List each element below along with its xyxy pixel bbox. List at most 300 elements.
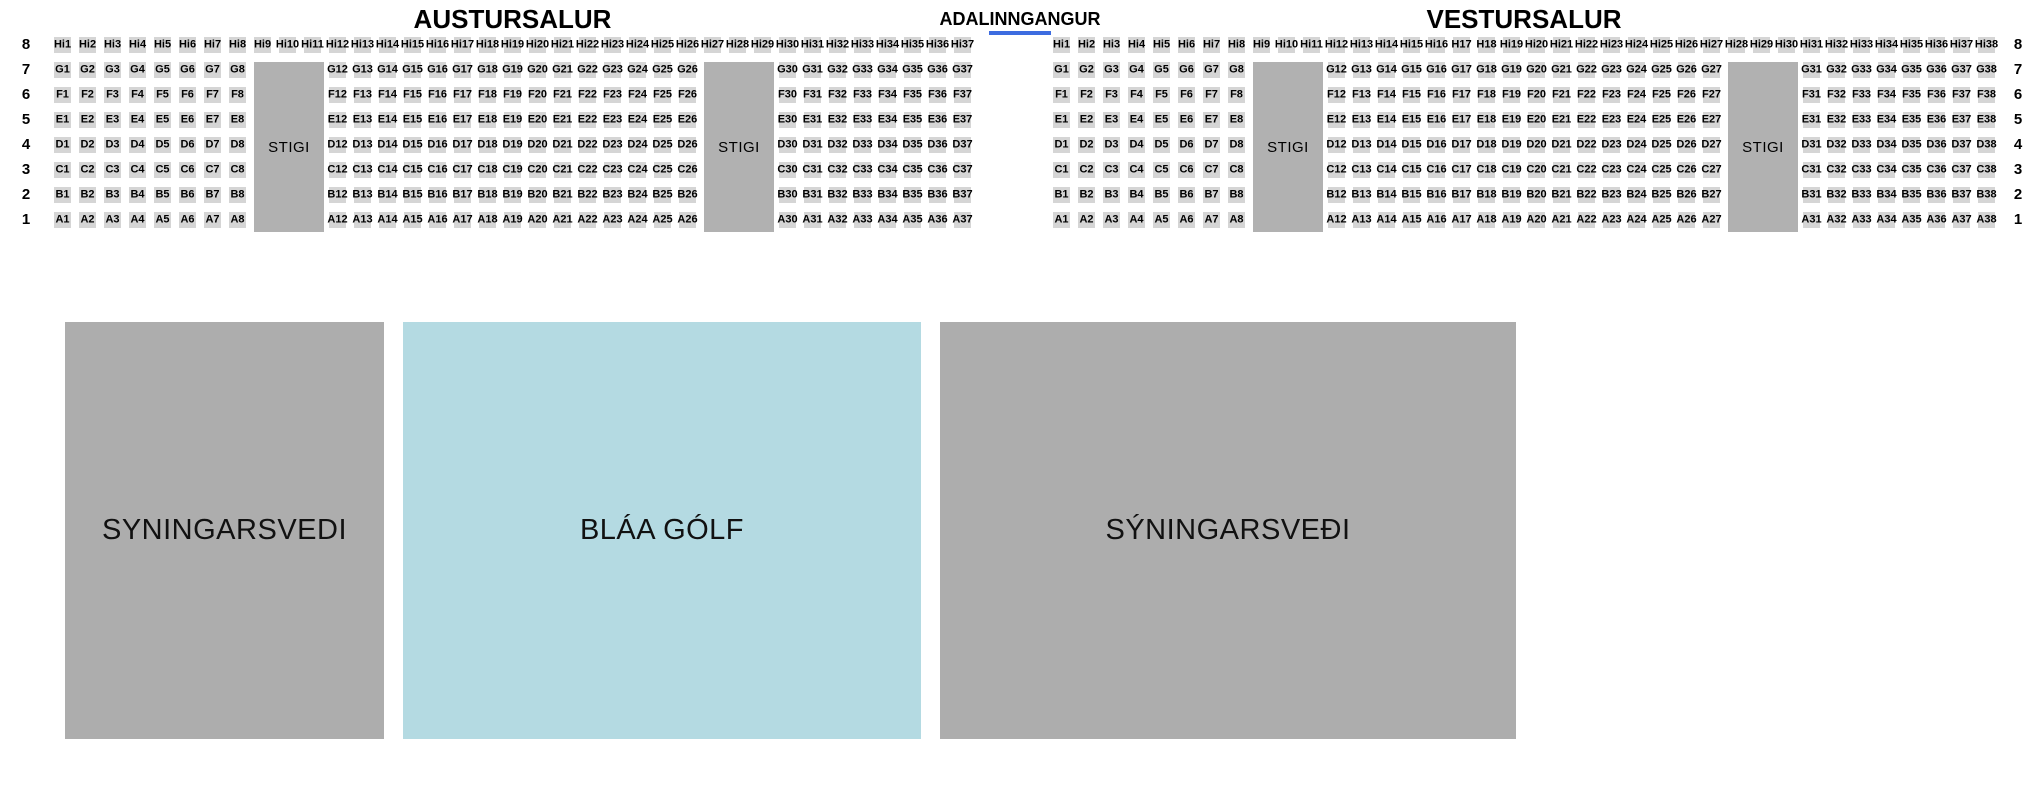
seat[interactable]: D33	[1853, 137, 1870, 153]
seat[interactable]: D34	[879, 137, 896, 153]
seat[interactable]: D37	[954, 137, 971, 153]
seat[interactable]: F26	[1678, 87, 1695, 103]
seat[interactable]: G7	[1203, 62, 1220, 78]
seat[interactable]: A13	[1353, 212, 1370, 228]
seat[interactable]: B15	[404, 187, 421, 203]
seat[interactable]: F17	[454, 87, 471, 103]
seat[interactable]: D38	[1978, 137, 1995, 153]
seat[interactable]: G22	[579, 62, 596, 78]
seat[interactable]: D26	[1678, 137, 1695, 153]
seat[interactable]: C27	[1703, 162, 1720, 178]
seat[interactable]: D36	[929, 137, 946, 153]
seat[interactable]: Hi33	[854, 37, 871, 53]
seat[interactable]: H18	[1478, 37, 1495, 53]
seat[interactable]: B22	[579, 187, 596, 203]
seat[interactable]: C5	[1153, 162, 1170, 178]
seat[interactable]: C33	[854, 162, 871, 178]
seat[interactable]: A33	[1853, 212, 1870, 228]
seat[interactable]: G2	[1078, 62, 1095, 78]
seat[interactable]: F18	[1478, 87, 1495, 103]
seat[interactable]: G6	[179, 62, 196, 78]
seat[interactable]: F34	[1878, 87, 1895, 103]
seat[interactable]: G20	[529, 62, 546, 78]
seat[interactable]: D35	[1903, 137, 1920, 153]
seat[interactable]: Hi35	[904, 37, 921, 53]
seat[interactable]: Hi23	[1603, 37, 1620, 53]
seat[interactable]: G36	[1928, 62, 1945, 78]
seat[interactable]: G3	[1103, 62, 1120, 78]
seat[interactable]: C2	[79, 162, 96, 178]
seat[interactable]: F37	[1953, 87, 1970, 103]
seat[interactable]: Hi24	[1628, 37, 1645, 53]
seat[interactable]: E1	[54, 112, 71, 128]
seat[interactable]: Hi22	[579, 37, 596, 53]
seat[interactable]: F23	[604, 87, 621, 103]
seat[interactable]: D13	[1353, 137, 1370, 153]
seat[interactable]: G19	[504, 62, 521, 78]
seat[interactable]: F2	[1078, 87, 1095, 103]
seat[interactable]: G6	[1178, 62, 1195, 78]
seat[interactable]: C8	[229, 162, 246, 178]
seat[interactable]: C4	[129, 162, 146, 178]
seat[interactable]: G32	[1828, 62, 1845, 78]
seat[interactable]: D30	[779, 137, 796, 153]
seat[interactable]: B21	[554, 187, 571, 203]
seat[interactable]: Hi5	[154, 37, 171, 53]
seat[interactable]: G35	[1903, 62, 1920, 78]
seat[interactable]: A15	[1403, 212, 1420, 228]
seat[interactable]: A23	[1603, 212, 1620, 228]
seat[interactable]: Hi15	[1403, 37, 1420, 53]
seat[interactable]: C17	[1453, 162, 1470, 178]
seat[interactable]: Hi7	[204, 37, 221, 53]
seat[interactable]: F20	[529, 87, 546, 103]
seat[interactable]: G17	[1453, 62, 1470, 78]
seat[interactable]: E5	[1153, 112, 1170, 128]
seat[interactable]: F24	[629, 87, 646, 103]
seat[interactable]: B24	[1628, 187, 1645, 203]
seat[interactable]: G1	[1053, 62, 1070, 78]
seat[interactable]: F16	[1428, 87, 1445, 103]
seat[interactable]: Hi16	[1428, 37, 1445, 53]
seat[interactable]: D35	[904, 137, 921, 153]
seat[interactable]: G5	[154, 62, 171, 78]
seat[interactable]: E3	[1103, 112, 1120, 128]
seat[interactable]: B4	[1128, 187, 1145, 203]
seat[interactable]: G26	[679, 62, 696, 78]
seat[interactable]: E33	[1853, 112, 1870, 128]
seat[interactable]: G16	[429, 62, 446, 78]
seat[interactable]: D25	[654, 137, 671, 153]
seat[interactable]: F19	[1503, 87, 1520, 103]
seat[interactable]: Hi14	[1378, 37, 1395, 53]
seat[interactable]: F34	[879, 87, 896, 103]
seat[interactable]: B26	[679, 187, 696, 203]
seat[interactable]: D3	[104, 137, 121, 153]
seat[interactable]: G22	[1578, 62, 1595, 78]
seat[interactable]: G26	[1678, 62, 1695, 78]
seat[interactable]: A26	[679, 212, 696, 228]
seat[interactable]: B38	[1978, 187, 1995, 203]
seat[interactable]: Hi32	[1828, 37, 1845, 53]
seat[interactable]: E38	[1978, 112, 1995, 128]
seat[interactable]: E26	[679, 112, 696, 128]
seat[interactable]: D15	[404, 137, 421, 153]
seat[interactable]: D8	[1228, 137, 1245, 153]
seat[interactable]: E14	[379, 112, 396, 128]
seat[interactable]: F8	[229, 87, 246, 103]
seat[interactable]: G32	[829, 62, 846, 78]
seat[interactable]: G4	[129, 62, 146, 78]
seat[interactable]: Hi8	[1228, 37, 1245, 53]
seat[interactable]: E32	[829, 112, 846, 128]
seat[interactable]: B18	[1478, 187, 1495, 203]
seat[interactable]: A37	[1953, 212, 1970, 228]
seat[interactable]: D32	[829, 137, 846, 153]
seat[interactable]: Hi22	[1578, 37, 1595, 53]
seat[interactable]: D16	[429, 137, 446, 153]
seat[interactable]: C35	[904, 162, 921, 178]
seat[interactable]: C5	[154, 162, 171, 178]
seat[interactable]: A33	[854, 212, 871, 228]
seat[interactable]: Hi2	[79, 37, 96, 53]
seat[interactable]: A19	[504, 212, 521, 228]
seat[interactable]: E35	[904, 112, 921, 128]
seat[interactable]: Hi24	[629, 37, 646, 53]
seat[interactable]: C19	[1503, 162, 1520, 178]
seat[interactable]: A7	[1203, 212, 1220, 228]
seat[interactable]: D22	[1578, 137, 1595, 153]
seat[interactable]: G24	[629, 62, 646, 78]
seat[interactable]: F5	[1153, 87, 1170, 103]
seat[interactable]: C20	[529, 162, 546, 178]
seat[interactable]: B23	[604, 187, 621, 203]
seat[interactable]: F38	[1978, 87, 1995, 103]
seat[interactable]: E20	[1528, 112, 1545, 128]
seat[interactable]: E16	[1428, 112, 1445, 128]
seat[interactable]: E27	[1703, 112, 1720, 128]
seat[interactable]: A20	[529, 212, 546, 228]
seat[interactable]: D6	[179, 137, 196, 153]
seat[interactable]: E22	[1578, 112, 1595, 128]
seat[interactable]: C7	[1203, 162, 1220, 178]
seat[interactable]: G8	[1228, 62, 1245, 78]
seat[interactable]: D17	[1453, 137, 1470, 153]
seat[interactable]: B21	[1553, 187, 1570, 203]
seat[interactable]: F14	[1378, 87, 1395, 103]
seat[interactable]: F6	[1178, 87, 1195, 103]
seat[interactable]: C38	[1978, 162, 1995, 178]
seat[interactable]: B27	[1703, 187, 1720, 203]
seat[interactable]: Hi13	[1353, 37, 1370, 53]
seat[interactable]: Hi21	[1553, 37, 1570, 53]
seat[interactable]: B2	[1078, 187, 1095, 203]
seat[interactable]: D17	[454, 137, 471, 153]
seat[interactable]: A16	[1428, 212, 1445, 228]
seat[interactable]: Hi25	[654, 37, 671, 53]
seat[interactable]: Hi27	[1703, 37, 1720, 53]
seat[interactable]: Hi2	[1078, 37, 1095, 53]
seat[interactable]: G38	[1978, 62, 1995, 78]
seat[interactable]: D21	[1553, 137, 1570, 153]
seat[interactable]: G19	[1503, 62, 1520, 78]
seat[interactable]: E31	[1803, 112, 1820, 128]
seat[interactable]: D14	[379, 137, 396, 153]
seat[interactable]: B37	[954, 187, 971, 203]
seat[interactable]: E8	[1228, 112, 1245, 128]
seat[interactable]: Hi19	[1503, 37, 1520, 53]
seat[interactable]: C4	[1128, 162, 1145, 178]
seat[interactable]: E34	[1878, 112, 1895, 128]
seat[interactable]: C20	[1528, 162, 1545, 178]
seat[interactable]: B20	[1528, 187, 1545, 203]
seat[interactable]: F35	[904, 87, 921, 103]
seat[interactable]: F36	[1928, 87, 1945, 103]
seat[interactable]: F27	[1703, 87, 1720, 103]
seat[interactable]: A31	[1803, 212, 1820, 228]
seat[interactable]: C26	[1678, 162, 1695, 178]
seat[interactable]: D7	[204, 137, 221, 153]
seat[interactable]: A20	[1528, 212, 1545, 228]
seat[interactable]: Hi20	[529, 37, 546, 53]
seat[interactable]: F6	[179, 87, 196, 103]
seat[interactable]: A5	[154, 212, 171, 228]
seat[interactable]: Hi8	[229, 37, 246, 53]
seat[interactable]: Hi31	[804, 37, 821, 53]
seat[interactable]: G7	[204, 62, 221, 78]
seat[interactable]: A27	[1703, 212, 1720, 228]
seat[interactable]: E22	[579, 112, 596, 128]
seat[interactable]: Hi29	[1753, 37, 1770, 53]
seat[interactable]: A7	[204, 212, 221, 228]
seat[interactable]: F14	[379, 87, 396, 103]
seat[interactable]: D2	[1078, 137, 1095, 153]
seat[interactable]: B14	[379, 187, 396, 203]
seat[interactable]: G24	[1628, 62, 1645, 78]
seat[interactable]: A18	[1478, 212, 1495, 228]
seat[interactable]: B1	[54, 187, 71, 203]
seat[interactable]: F35	[1903, 87, 1920, 103]
seat[interactable]: F25	[654, 87, 671, 103]
seat[interactable]: Hi17	[454, 37, 471, 53]
seat[interactable]: C17	[454, 162, 471, 178]
seat[interactable]: B19	[1503, 187, 1520, 203]
seat[interactable]: Hi10	[1278, 37, 1295, 53]
seat[interactable]: F36	[929, 87, 946, 103]
seat[interactable]: G2	[79, 62, 96, 78]
seat[interactable]: B15	[1403, 187, 1420, 203]
seat[interactable]: C36	[1928, 162, 1945, 178]
seat[interactable]: A12	[329, 212, 346, 228]
seat[interactable]: B17	[454, 187, 471, 203]
seat[interactable]: F37	[954, 87, 971, 103]
seat[interactable]: D1	[54, 137, 71, 153]
seat[interactable]: D23	[604, 137, 621, 153]
seat[interactable]: B33	[1853, 187, 1870, 203]
seat[interactable]: D36	[1928, 137, 1945, 153]
seat[interactable]: Hi16	[429, 37, 446, 53]
seat[interactable]: F7	[1203, 87, 1220, 103]
seat[interactable]: B34	[879, 187, 896, 203]
seat[interactable]: Hi4	[129, 37, 146, 53]
seat[interactable]: A6	[1178, 212, 1195, 228]
seat[interactable]: D27	[1703, 137, 1720, 153]
seat[interactable]: E13	[354, 112, 371, 128]
seat[interactable]: B16	[1428, 187, 1445, 203]
seat[interactable]: A8	[229, 212, 246, 228]
seat[interactable]: E13	[1353, 112, 1370, 128]
seat[interactable]: E4	[1128, 112, 1145, 128]
seat[interactable]: E18	[479, 112, 496, 128]
seat[interactable]: E25	[1653, 112, 1670, 128]
seat[interactable]: D31	[804, 137, 821, 153]
seat[interactable]: Hi9	[1253, 37, 1270, 53]
seat[interactable]: B7	[1203, 187, 1220, 203]
seat[interactable]: F32	[829, 87, 846, 103]
seat[interactable]: C13	[1353, 162, 1370, 178]
seat[interactable]: F32	[1828, 87, 1845, 103]
seat[interactable]: F3	[1103, 87, 1120, 103]
seat[interactable]: F3	[104, 87, 121, 103]
seat[interactable]: E35	[1903, 112, 1920, 128]
seat[interactable]: C21	[1553, 162, 1570, 178]
seat[interactable]: A24	[629, 212, 646, 228]
seat[interactable]: Hi11	[304, 37, 321, 53]
seat[interactable]: Hi10	[279, 37, 296, 53]
seat[interactable]: Hi32	[829, 37, 846, 53]
seat[interactable]: E30	[779, 112, 796, 128]
seat[interactable]: C6	[179, 162, 196, 178]
seat[interactable]: A15	[404, 212, 421, 228]
seat[interactable]: G34	[879, 62, 896, 78]
seat[interactable]: C6	[1178, 162, 1195, 178]
seat[interactable]: A4	[1128, 212, 1145, 228]
seat[interactable]: B12	[329, 187, 346, 203]
seat[interactable]: Hi33	[1853, 37, 1870, 53]
seat[interactable]: E16	[429, 112, 446, 128]
seat[interactable]: C24	[629, 162, 646, 178]
seat[interactable]: B37	[1953, 187, 1970, 203]
seat[interactable]: A25	[654, 212, 671, 228]
seat[interactable]: D8	[229, 137, 246, 153]
seat[interactable]: G17	[454, 62, 471, 78]
seat[interactable]: A17	[1453, 212, 1470, 228]
seat[interactable]: C2	[1078, 162, 1095, 178]
seat[interactable]: A36	[1928, 212, 1945, 228]
seat[interactable]: F8	[1228, 87, 1245, 103]
seat[interactable]: Hi11	[1303, 37, 1320, 53]
seat[interactable]: D12	[329, 137, 346, 153]
seat[interactable]: E15	[1403, 112, 1420, 128]
seat[interactable]: A22	[579, 212, 596, 228]
seat[interactable]: E25	[654, 112, 671, 128]
seat[interactable]: E7	[204, 112, 221, 128]
seat[interactable]: D12	[1328, 137, 1345, 153]
seat[interactable]: C37	[1953, 162, 1970, 178]
seat[interactable]: B12	[1328, 187, 1345, 203]
seat[interactable]: B14	[1378, 187, 1395, 203]
seat[interactable]: F5	[154, 87, 171, 103]
seat[interactable]: A2	[1078, 212, 1095, 228]
seat[interactable]: E36	[1928, 112, 1945, 128]
seat[interactable]: A21	[1553, 212, 1570, 228]
seat[interactable]: B20	[529, 187, 546, 203]
seat[interactable]: E15	[404, 112, 421, 128]
seat[interactable]: Hi36	[929, 37, 946, 53]
seat[interactable]: D6	[1178, 137, 1195, 153]
seat[interactable]: Hi6	[1178, 37, 1195, 53]
seat[interactable]: D13	[354, 137, 371, 153]
seat[interactable]: Hi4	[1128, 37, 1145, 53]
seat[interactable]: C3	[104, 162, 121, 178]
seat[interactable]: B36	[1928, 187, 1945, 203]
seat[interactable]: G4	[1128, 62, 1145, 78]
seat[interactable]: Hi26	[1678, 37, 1695, 53]
seat[interactable]: A32	[1828, 212, 1845, 228]
seat[interactable]: E8	[229, 112, 246, 128]
seat[interactable]: F24	[1628, 87, 1645, 103]
seat[interactable]: Hi13	[354, 37, 371, 53]
seat[interactable]: G37	[954, 62, 971, 78]
seat[interactable]: C1	[54, 162, 71, 178]
seat[interactable]: A36	[929, 212, 946, 228]
seat[interactable]: Hi36	[1928, 37, 1945, 53]
seat[interactable]: G13	[1353, 62, 1370, 78]
seat[interactable]: Hi28	[1728, 37, 1745, 53]
seat[interactable]: G3	[104, 62, 121, 78]
seat[interactable]: D18	[479, 137, 496, 153]
seat[interactable]: A4	[129, 212, 146, 228]
seat[interactable]: C24	[1628, 162, 1645, 178]
seat[interactable]: B8	[1228, 187, 1245, 203]
seat[interactable]: D3	[1103, 137, 1120, 153]
seat[interactable]: A8	[1228, 212, 1245, 228]
seat[interactable]: A21	[554, 212, 571, 228]
seat[interactable]: F18	[479, 87, 496, 103]
seat[interactable]: D24	[1628, 137, 1645, 153]
seat[interactable]: E12	[1328, 112, 1345, 128]
seat[interactable]: A18	[479, 212, 496, 228]
seat[interactable]: B19	[504, 187, 521, 203]
seat[interactable]: Hi26	[679, 37, 696, 53]
seat[interactable]: Hi38	[1978, 37, 1995, 53]
seat[interactable]: Hi27	[704, 37, 721, 53]
seat[interactable]: C16	[429, 162, 446, 178]
seat[interactable]: B36	[929, 187, 946, 203]
seat[interactable]: F33	[1853, 87, 1870, 103]
seat[interactable]: A25	[1653, 212, 1670, 228]
seat[interactable]: Hi14	[379, 37, 396, 53]
seat[interactable]: E6	[1178, 112, 1195, 128]
seat[interactable]: Hi20	[1528, 37, 1545, 53]
seat[interactable]: B4	[129, 187, 146, 203]
seat[interactable]: F31	[1803, 87, 1820, 103]
seat[interactable]: E34	[879, 112, 896, 128]
seat[interactable]: F16	[429, 87, 446, 103]
seat[interactable]: F20	[1528, 87, 1545, 103]
seat[interactable]: C31	[804, 162, 821, 178]
seat[interactable]: D37	[1953, 137, 1970, 153]
seat[interactable]: D15	[1403, 137, 1420, 153]
seat[interactable]: A2	[79, 212, 96, 228]
seat[interactable]: B5	[154, 187, 171, 203]
seat[interactable]: E2	[79, 112, 96, 128]
seat[interactable]: A22	[1578, 212, 1595, 228]
seat[interactable]: F21	[554, 87, 571, 103]
seat[interactable]: C12	[329, 162, 346, 178]
seat[interactable]: F13	[354, 87, 371, 103]
seat[interactable]: B8	[229, 187, 246, 203]
